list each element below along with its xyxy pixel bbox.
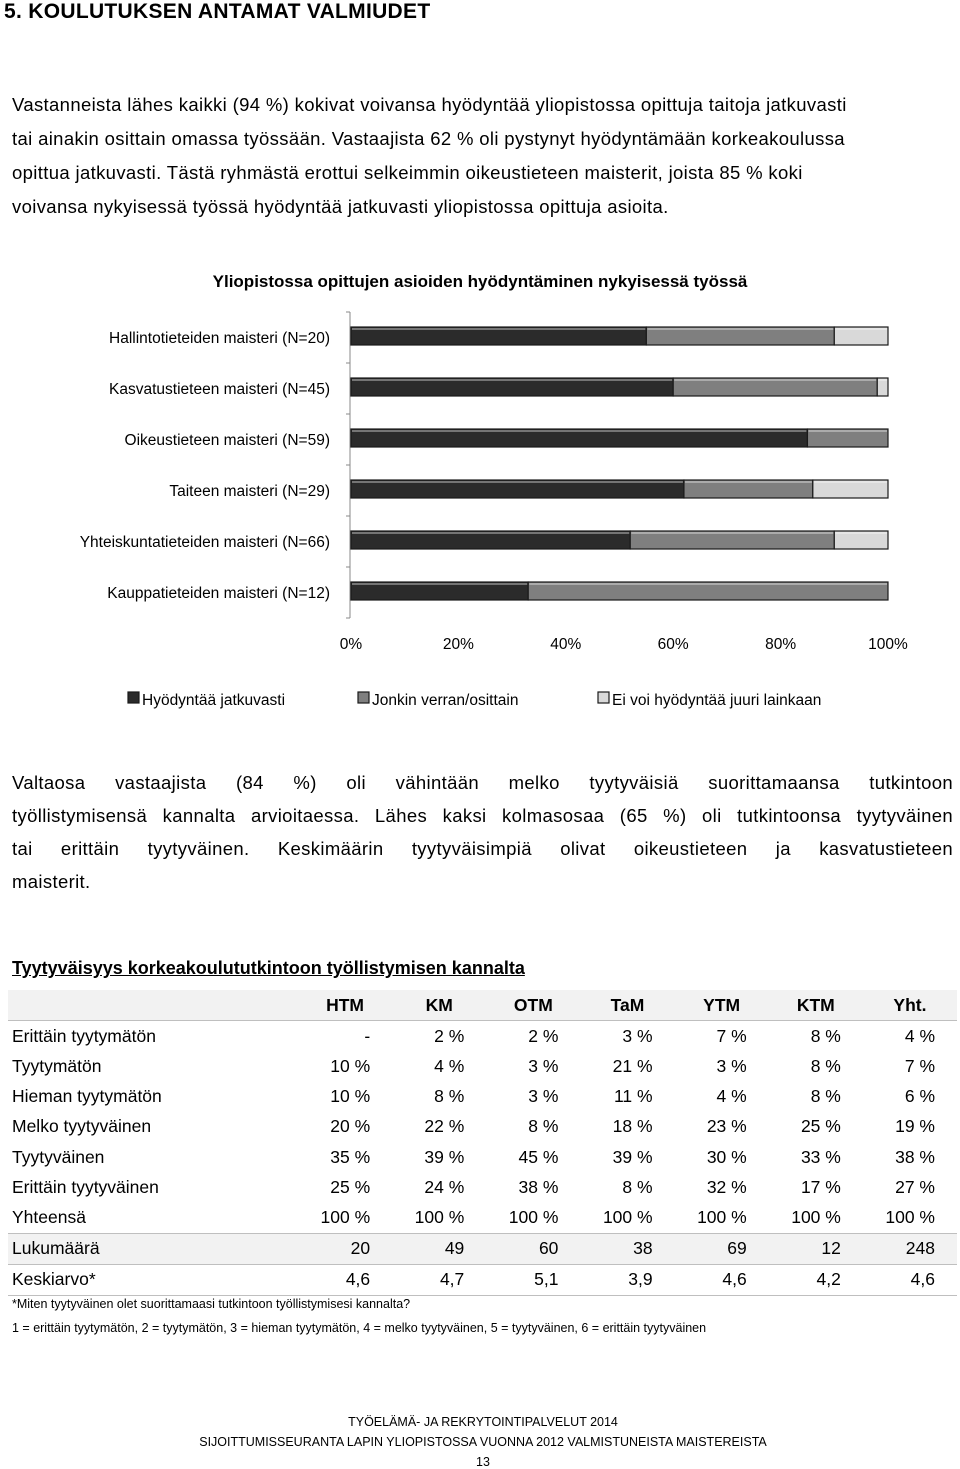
table-cell: 22 % xyxy=(424,1116,465,1137)
table-cell: 39 % xyxy=(424,1146,465,1167)
table-cell: 17 % xyxy=(800,1176,841,1197)
table-cell: 35 % xyxy=(330,1146,371,1167)
table-cell: 21 % xyxy=(612,1055,653,1076)
table-cell: 4,7 xyxy=(392,1264,486,1295)
legend-label: Hyödyntää jatkuvasti xyxy=(142,692,286,709)
table-cell: 2 % xyxy=(486,1021,580,1052)
table-cell: 69 xyxy=(675,1233,769,1264)
chart-title: Yliopistossa opittujen asioiden hyödyntäminen nykyisessä työssä xyxy=(212,272,748,291)
column-header: OTM xyxy=(486,990,580,1021)
footer-organization: TYÖELÄMÄ- JA REKRYTOINTIPALVELUT 2014 xyxy=(348,1415,618,1429)
table-footnote-question: *Miten tyytyväinen olet suorittamaasi tutkintoon työllistymisesi kannalta? xyxy=(12,1297,411,1311)
table-cell: 18 % xyxy=(612,1116,653,1137)
row-label: Tyytyväinen xyxy=(12,1146,105,1167)
table-cell: 24 % xyxy=(424,1176,465,1197)
table-cell: 25 % xyxy=(800,1116,841,1137)
legend-label: Ei voi hyödyntää juuri lainkaan xyxy=(612,692,822,709)
table-cell: 4 % xyxy=(716,1086,747,1107)
row-label: Melko tyytyväinen xyxy=(12,1116,152,1137)
table-cell: 4,2 xyxy=(769,1264,863,1295)
satisfaction-paragraph xyxy=(12,766,953,898)
table-cell: 100 % xyxy=(791,1206,841,1227)
table-cell: 5,1 xyxy=(486,1264,580,1295)
table-cell: 3 % xyxy=(528,1086,559,1107)
category-label: Kasvatustieteen maisteri (N=45) xyxy=(109,381,330,398)
table-cell: 4,6 xyxy=(863,1264,957,1295)
table-cell: 30 % xyxy=(706,1146,747,1167)
table-row xyxy=(8,1021,957,1052)
table-cell: 25 % xyxy=(330,1176,371,1197)
table-cell: 10 % xyxy=(330,1055,371,1076)
table-cell: 38 xyxy=(580,1233,674,1264)
table-cell: 33 % xyxy=(800,1146,841,1167)
table-cell: 19 % xyxy=(895,1116,935,1137)
x-tick-label: 100% xyxy=(868,636,908,653)
column-header: YTM xyxy=(675,990,769,1021)
legend-label: Jonkin verran/osittain xyxy=(372,692,519,709)
table-cell: 8 % xyxy=(810,1086,841,1107)
column-header: KTM xyxy=(769,990,863,1021)
x-tick-label: 20% xyxy=(442,636,474,653)
row-label: Hieman tyytymätön xyxy=(12,1086,162,1107)
table-cell: 32 % xyxy=(706,1176,747,1197)
category-label: Oikeustieteen maisteri (N=59) xyxy=(124,432,330,449)
row-label: Erittäin tyytyväinen xyxy=(12,1176,159,1197)
category-label: Kauppatieteiden maisteri (N=12) xyxy=(107,585,330,602)
table-cell: 45 % xyxy=(518,1146,559,1167)
table-cell: 27 % xyxy=(895,1176,935,1197)
table-cell: 100 % xyxy=(320,1206,371,1227)
category-label: Hallintotieteiden maisteri (N=20) xyxy=(109,330,330,347)
table-cell: 100 % xyxy=(602,1206,653,1227)
column-header: HTM xyxy=(298,990,392,1021)
stacked-bar-chart xyxy=(0,300,960,720)
row-label: Erittäin tyytymätön xyxy=(8,1021,298,1052)
column-header: KM xyxy=(392,990,486,1021)
table-cell: 3 % xyxy=(716,1055,747,1076)
table-cell: 20 % xyxy=(330,1116,371,1137)
paragraph-line: työllistymisensä kannalta arvioitaessa. Lähes kaksi kolmasosaa (65 %) oli tutkintoonsa tyytyväinen xyxy=(12,805,953,826)
table-cell: 3 % xyxy=(528,1055,559,1076)
table-cell: 100 % xyxy=(885,1206,935,1227)
row-label: Yhteensä xyxy=(12,1206,86,1227)
page-number: 13 xyxy=(476,1455,490,1469)
table-cell: 7 % xyxy=(675,1021,769,1052)
table-cell: 12 xyxy=(769,1233,863,1264)
row-label: Tyytymätön xyxy=(12,1055,102,1076)
row-label: Lukumäärä xyxy=(8,1233,298,1264)
table-cell: 11 % xyxy=(613,1086,653,1107)
table-title: Tyytyväisyys korkeakoulututkintoon työllistymisen kannalta xyxy=(12,958,525,978)
table-header-row xyxy=(8,990,957,1021)
row-label: Keskiarvo* xyxy=(8,1264,298,1295)
table-cell: 4 % xyxy=(434,1055,465,1076)
table-row xyxy=(8,1112,957,1142)
paragraph-line: opittua jatkuvasti. Tästä ryhmästä erottui selkeimmin oikeustieteen maisterit, joista 85 % koki xyxy=(12,162,803,183)
table-row xyxy=(8,1082,957,1112)
table-footnote-scale: 1 = erittäin tyytymätön, 2 = tyytymätön, 3 = hieman tyytymätön, 4 = melko tyytyväinen, 5 = tyytyväinen, 6 = erittäin tyytyväinen xyxy=(12,1321,707,1335)
column-header: TaM xyxy=(580,990,674,1021)
table-cell: 100 % xyxy=(414,1206,465,1227)
table-cell: - xyxy=(298,1021,392,1052)
table-row xyxy=(8,1264,957,1295)
table-row xyxy=(8,1051,957,1081)
paragraph-line: tai erittäin tyytyväinen. Keskimäärin tyytyväisimpiä olivat oikeustieteen ja kasvatustieteen xyxy=(12,838,953,859)
table-row xyxy=(8,1233,957,1264)
legend-swatch xyxy=(598,692,609,703)
category-label: Taiteen maisteri (N=29) xyxy=(169,483,330,500)
legend-swatch xyxy=(358,692,369,703)
table-cell: 3,9 xyxy=(580,1264,674,1295)
table-cell: 6 % xyxy=(904,1086,935,1107)
paragraph-line: maisterit. xyxy=(12,871,91,892)
section-heading: 5. KOULUTUKSEN ANTAMAT VALMIUDET xyxy=(4,0,431,23)
intro-paragraph xyxy=(12,88,956,224)
table-cell: 2 % xyxy=(392,1021,486,1052)
table-cell: 49 xyxy=(392,1233,486,1264)
table-cell: 23 % xyxy=(706,1116,747,1137)
table-cell: 8 % xyxy=(528,1116,559,1137)
x-tick-label: 40% xyxy=(550,636,582,653)
table-cell: 4 % xyxy=(863,1021,957,1052)
header-empty-cell xyxy=(8,990,298,1021)
table-row xyxy=(8,1142,957,1172)
category-label: Yhteiskuntatieteiden maisteri (N=66) xyxy=(79,534,330,551)
paragraph-line: voivansa nykyisessä työssä hyödyntää jatkuvasti yliopistossa opittuja asioita. xyxy=(12,196,669,217)
column-header: Yht. xyxy=(863,990,957,1021)
paragraph-line: tai ainakin osittain omassa työssään. Vastaajista 62 % oli pystynyt hyödyntämään korkeakoulussa xyxy=(12,128,845,149)
footer-report-title: SIJOITTUMISSEURANTA LAPIN YLIOPISTOSSA VUONNA 2012 VALMISTUNEISTA MAISTEREISTA xyxy=(199,1435,767,1449)
table-cell: 7 % xyxy=(904,1055,935,1076)
table-cell: 100 % xyxy=(697,1206,747,1227)
table-row xyxy=(8,1172,957,1202)
table-cell: 3 % xyxy=(580,1021,674,1052)
table-cell: 8 % xyxy=(434,1086,465,1107)
table-cell: 4,6 xyxy=(298,1264,392,1295)
table-row xyxy=(8,1202,957,1233)
table-cell: 39 % xyxy=(612,1146,653,1167)
table-cell: 4,6 xyxy=(675,1264,769,1295)
x-tick-label: 80% xyxy=(765,636,797,653)
table-cell: 248 xyxy=(863,1233,957,1264)
x-tick-label: 0% xyxy=(339,636,363,653)
satisfaction-table xyxy=(8,990,957,1296)
table-cell: 20 xyxy=(298,1233,392,1264)
table-cell: 100 % xyxy=(508,1206,559,1227)
legend-swatch xyxy=(128,692,139,703)
paragraph-line: Vastanneista lähes kaikki (94 %) kokivat voivansa hyödyntää yliopistossa opittuja taitoja jatkuvasti xyxy=(12,94,847,115)
table-cell: 8 % xyxy=(810,1055,841,1076)
table-cell: 38 % xyxy=(895,1146,935,1167)
table-cell: 60 xyxy=(486,1233,580,1264)
table-cell: 10 % xyxy=(330,1086,371,1107)
table-cell: 8 % xyxy=(622,1176,653,1197)
table-cell: 8 % xyxy=(769,1021,863,1052)
table-cell: 38 % xyxy=(518,1176,559,1197)
paragraph-line: Valtaosa vastaajista (84 %) oli vähintään melko tyytyväisiä suorittamaansa tutkintoon xyxy=(12,772,953,793)
x-tick-label: 60% xyxy=(657,636,689,653)
